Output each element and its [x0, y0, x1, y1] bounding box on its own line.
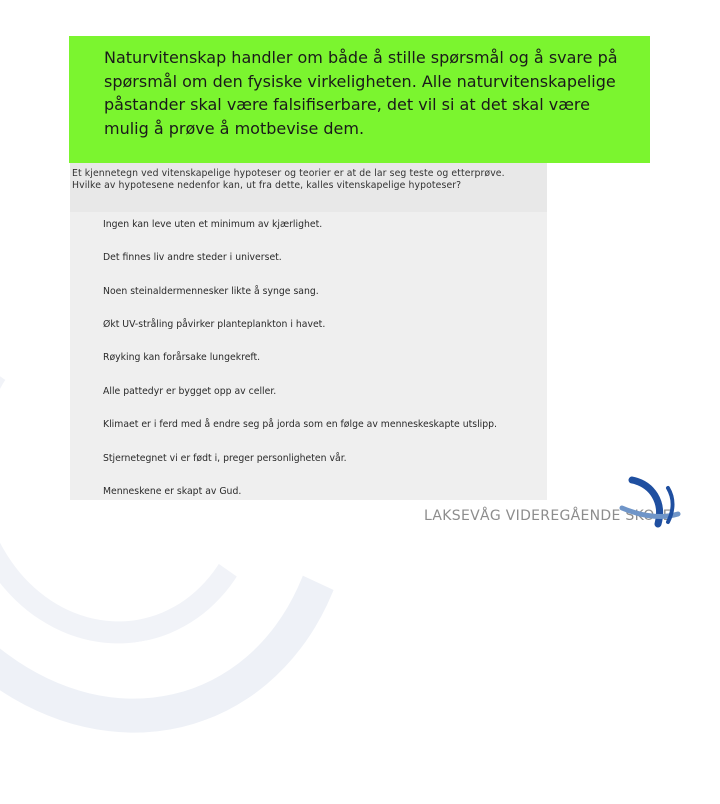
statement-item[interactable]: Noen steinaldermennesker likte å synge sang. [103, 286, 319, 297]
statement-item[interactable]: Økt UV-stråling påvirker planteplankton i havet. [103, 319, 326, 330]
intro-text-line: påstander skal være falsifiserbare, det vil si at det skal være [104, 95, 590, 114]
question-panel [70, 163, 547, 500]
statement-item[interactable]: Røyking kan forårsake lungekreft. [103, 352, 261, 363]
statement-item[interactable]: Det finnes liv andre steder i universet. [103, 252, 282, 263]
statement-item[interactable]: Ingen kan leve uten et minimum av kjærlighet. [103, 219, 323, 230]
question-intro-line: Hvilke av hypotesene nedenfor kan, ut fra dette, kalles vitenskapelige hypoteser? [72, 180, 462, 191]
intro-text-line: Naturvitenskap handler om både å stille spørsmål og å svare på [104, 48, 618, 67]
intro-text-line: spørsmål om den fysiske virkeligheten. Alle naturvitenskapelige [104, 71, 616, 91]
intro-text-line: mulig å prøve å motbevise dem. [104, 118, 365, 138]
school-logo [420, 470, 690, 530]
statement-item[interactable]: Menneskene er skapt av Gud. [103, 486, 242, 497]
intro-text-box [69, 36, 650, 163]
school-logo-emblem-icon [618, 474, 682, 532]
statement-item[interactable]: Alle pattedyr er bygget opp av celler. [103, 386, 277, 397]
statement-item[interactable]: Klimaet er i ferd med å endre seg på jorda som en følge av menneskeskapte utslipp. [103, 419, 497, 430]
question-intro-line: Et kjennetegn ved vitenskapelige hypoteser og teorier er at de lar seg teste og etterprøve. [72, 168, 505, 179]
statement-item[interactable]: Stjernetegnet vi er født i, preger personligheten vår. [103, 453, 347, 464]
school-name: LAKSEVÅG VIDEREGÅENDE SKOLE [424, 508, 672, 524]
